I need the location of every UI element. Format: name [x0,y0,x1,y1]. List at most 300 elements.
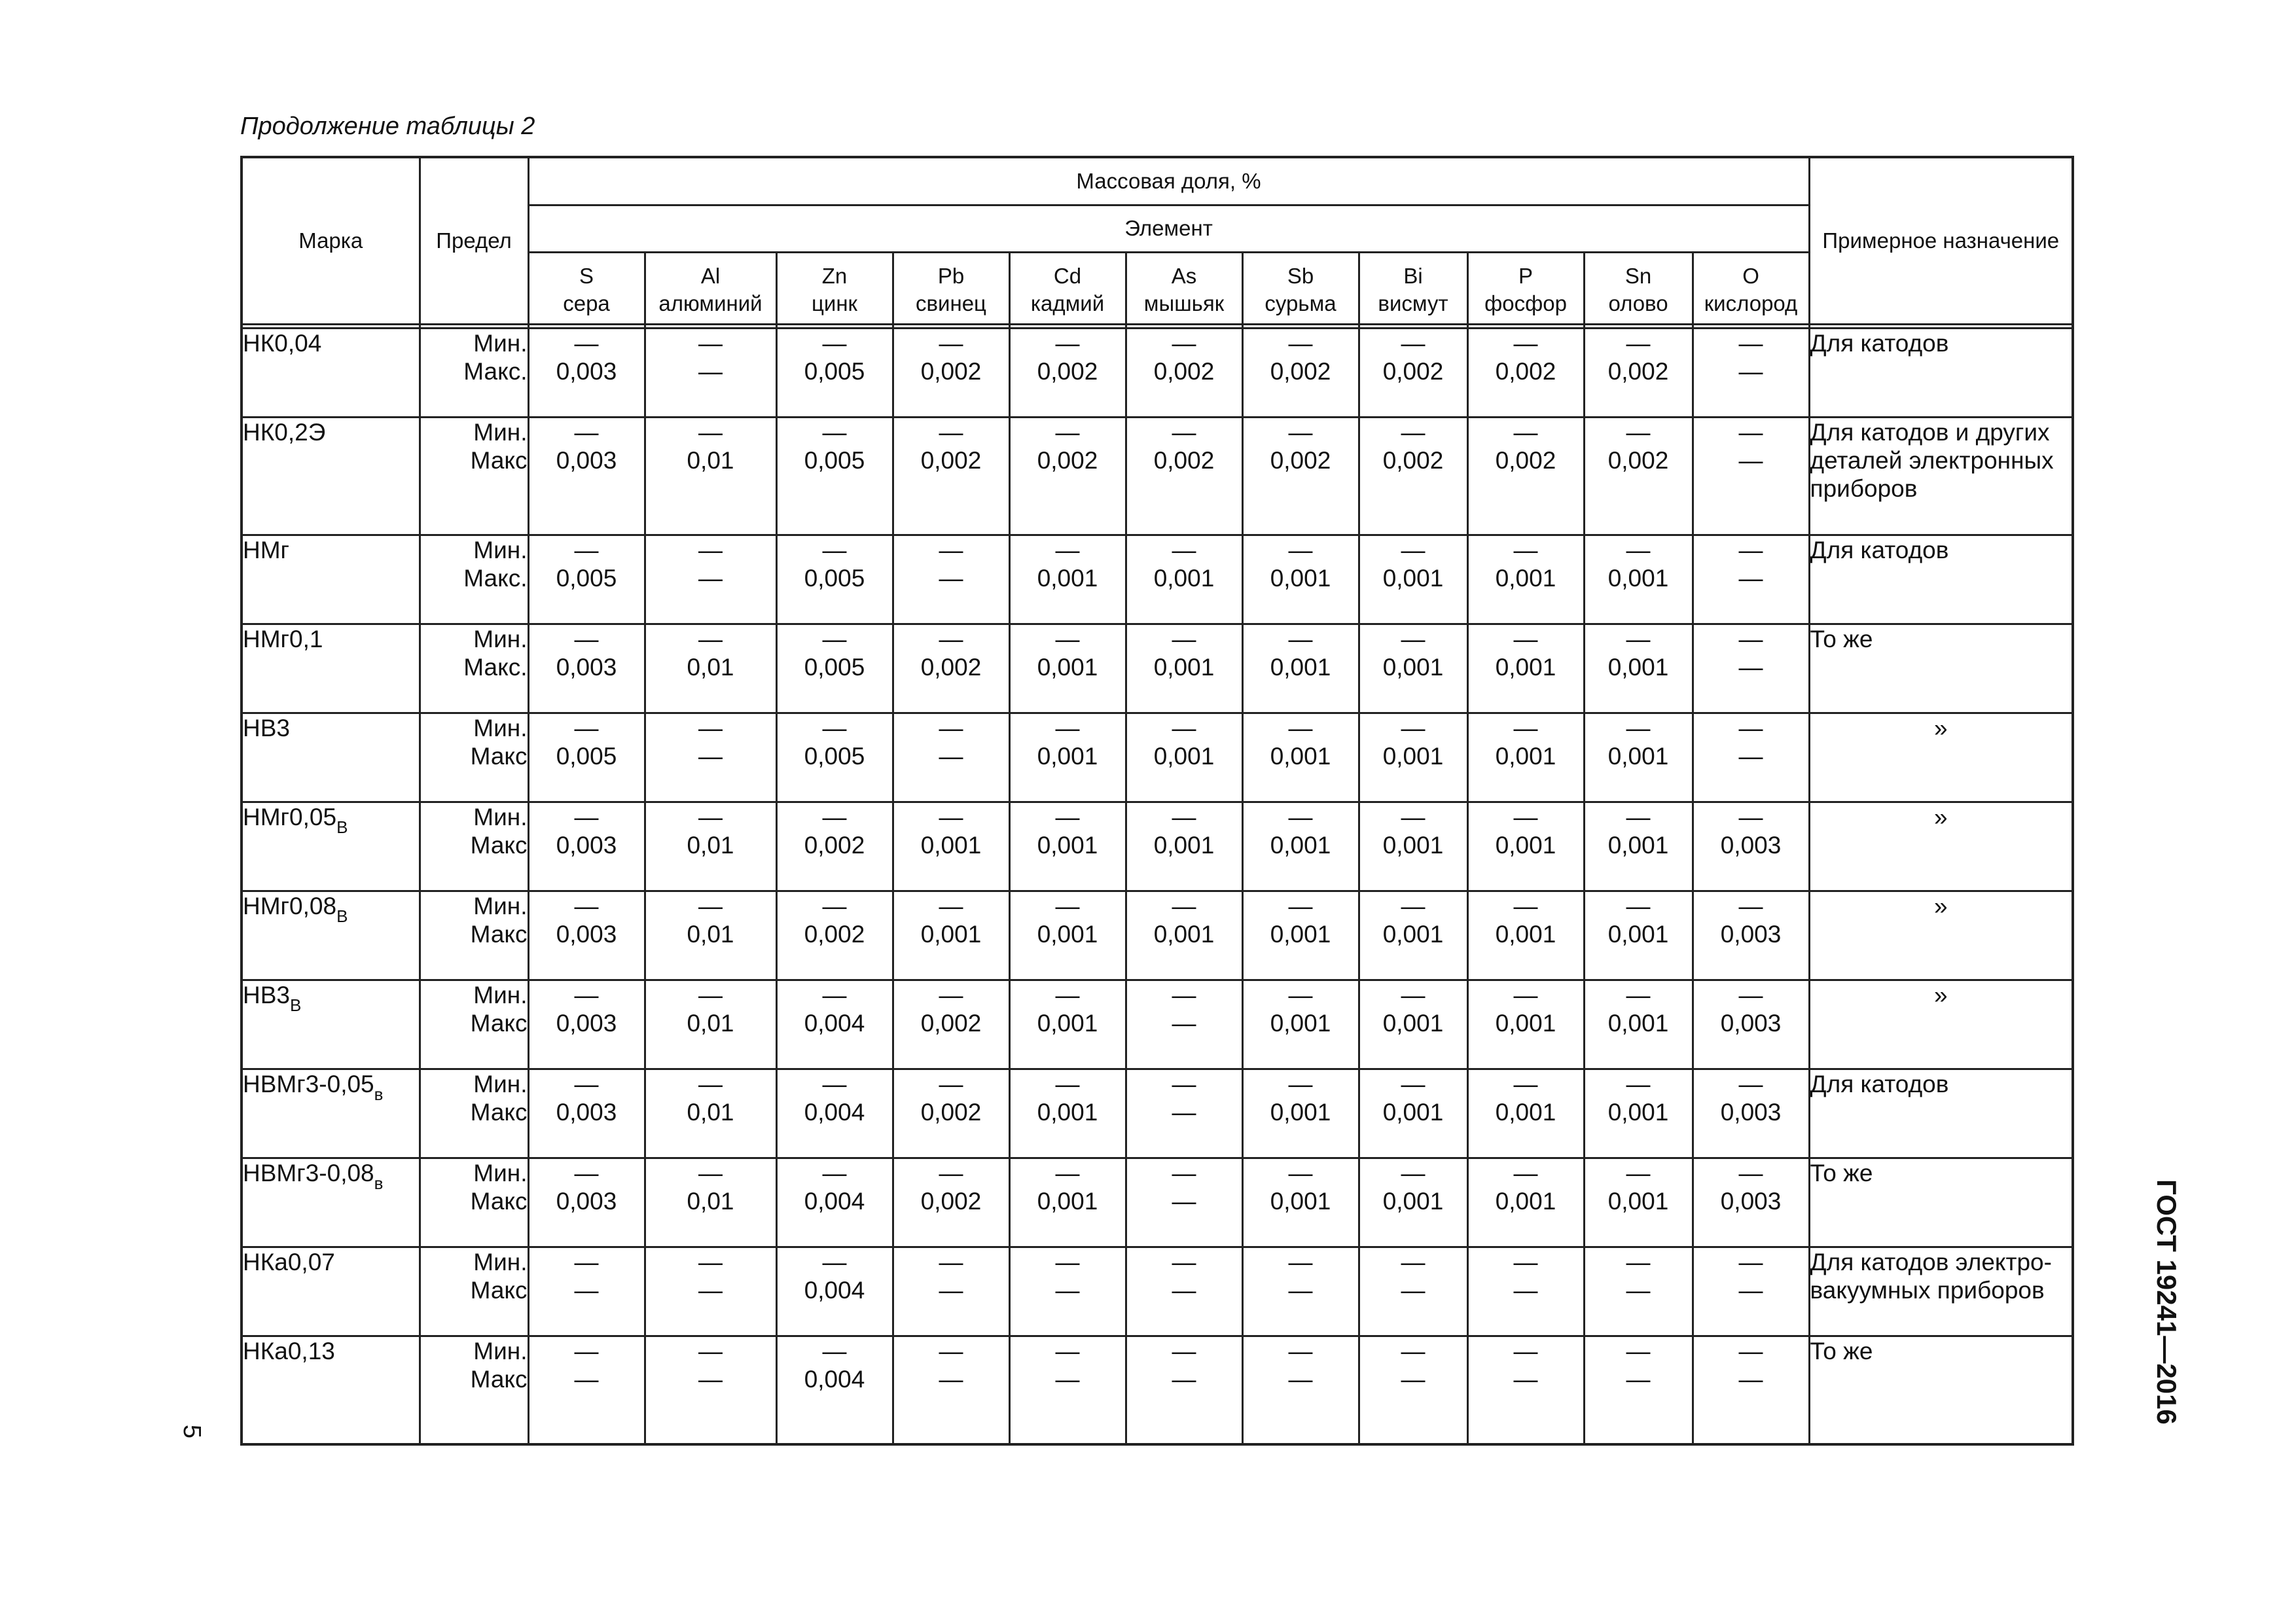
min-value: — [1055,1248,1080,1275]
element-symbol: Pb [937,264,965,288]
max-value: 0,001 [1382,831,1444,859]
max-value: 0,003 [556,1187,617,1215]
limit-min-label: Мин. [473,981,528,1008]
value-cell-s [528,1069,645,1158]
max-value: — [1172,1098,1196,1126]
value-cell-sn [1584,891,1693,980]
value-cell-bi [1359,980,1467,1069]
min-value: — [1055,892,1080,919]
max-value: 0,003 [1720,1098,1782,1126]
header-element-10 [1693,252,1809,324]
min-value: — [698,981,723,1008]
min-value: — [939,329,963,357]
max-value: 0,003 [556,446,617,474]
limit-cell [420,624,528,713]
max-value: 0,001 [920,831,982,859]
value-cell-pb [893,328,1009,417]
value-cell-pb [893,802,1009,891]
grade-cell [242,980,420,1069]
max-value: 0,002 [1270,446,1331,474]
max-value: — [1738,564,1763,592]
max-value: 0,002 [1495,357,1556,385]
min-value: — [1738,418,1763,446]
header-element-2 [776,252,893,324]
table-row [242,1247,2073,1336]
limit-cell [420,1069,528,1158]
max-value: 0,002 [920,653,982,681]
min-value: — [822,981,847,1008]
limit-max-label: Макс [470,1276,528,1304]
min-value: — [1401,892,1426,919]
min-value: — [1401,536,1426,563]
header-element-3 [893,252,1009,324]
value-cell-bi [1359,1247,1467,1336]
value-cell-sb [1242,802,1359,891]
min-value: — [1738,1337,1763,1364]
min-value: — [1172,329,1196,357]
value-cell-zn [776,1069,893,1158]
header-mass-fraction: Массовая доля, % [528,157,1809,205]
value-cell-zn [776,713,893,802]
min-value: — [698,803,723,830]
limit-max-label: Макс [470,1365,528,1393]
limit-min-label: Мин. [473,803,528,830]
max-value: 0,002 [920,357,982,385]
value-cell-pb [893,1336,1009,1444]
element-symbol: Sb [1287,264,1314,288]
min-value: — [1513,536,1538,563]
min-value: — [1172,1337,1196,1364]
min-value: — [1738,536,1763,563]
value-cell-as [1126,802,1242,891]
value-cell-o [1693,802,1809,891]
value-cell-cd [1009,1069,1126,1158]
max-value: 0,005 [804,653,865,681]
value-cell-al [645,417,776,535]
value-cell-cd [1009,535,1126,624]
min-value: — [1626,1159,1651,1186]
min-value: — [698,1337,723,1364]
value-cell-bi [1359,328,1467,417]
value-cell-o [1693,1247,1809,1336]
table-row [242,891,2073,980]
limit-max-label: Макс [470,446,528,474]
limit-max-label: Макс [470,1187,528,1215]
max-value: — [1738,1365,1763,1393]
value-cell-s [528,328,645,417]
min-value: — [1055,418,1080,446]
max-value: — [1738,742,1763,770]
min-value: — [574,625,599,652]
max-value: — [698,1276,723,1304]
max-value: 0,001 [1495,653,1556,681]
value-cell-s [528,417,645,535]
max-value: — [1738,446,1763,474]
value-cell-o [1693,328,1809,417]
min-value: — [1055,1070,1080,1097]
value-cell-as [1126,1158,1242,1247]
header-element-4 [1009,252,1126,324]
value-cell-as [1126,328,1242,417]
max-value: 0,001 [1607,1009,1669,1037]
max-value: — [1288,1276,1313,1304]
max-value: — [1626,1276,1651,1304]
limit-cell [420,328,528,417]
max-value: 0,001 [1153,831,1215,859]
value-cell-p [1467,535,1584,624]
min-value: — [574,892,599,919]
value-cell-sn [1584,1158,1693,1247]
min-value: — [1401,1248,1426,1275]
page-number: 5 [178,1424,206,1439]
value-cell-cd [1009,980,1126,1069]
value-cell-p [1467,980,1584,1069]
min-value: — [1513,1159,1538,1186]
min-value: — [698,1070,723,1097]
max-value: 0,001 [1495,831,1556,859]
limit-min-label: Мин. [473,714,528,741]
max-value: 0,002 [804,920,865,948]
value-cell-al [645,328,776,417]
min-value: — [574,981,599,1008]
value-cell-s [528,535,645,624]
min-value: — [1055,1337,1080,1364]
max-value: — [1288,1365,1313,1393]
min-value: — [1172,1159,1196,1186]
value-cell-s [528,624,645,713]
min-value: — [1401,1337,1426,1364]
min-value: — [1055,714,1080,741]
max-value: 0,001 [1382,564,1444,592]
limit-cell [420,891,528,980]
max-value: 0,001 [1382,920,1444,948]
min-value: — [1172,1070,1196,1097]
purpose-cell: То же [1809,1336,2073,1444]
min-value: — [698,1159,723,1186]
value-cell-as [1126,980,1242,1069]
max-value: — [1513,1276,1538,1304]
element-symbol: P [1518,264,1533,288]
purpose-cell: » [1809,802,2073,891]
table-caption: Продолжение таблицы 2 [240,113,535,140]
max-value: 0,001 [1607,564,1669,592]
min-value: — [1513,1337,1538,1364]
value-cell-cd [1009,624,1126,713]
value-cell-al [645,535,776,624]
value-cell-p [1467,802,1584,891]
max-value: 0,01 [687,1098,734,1126]
max-value: 0,002 [920,1098,982,1126]
max-value: 0,004 [804,1365,865,1393]
max-value: 0,002 [920,1187,982,1215]
min-value: — [1626,1070,1651,1097]
element-name: алюминий [658,291,762,315]
max-value: 0,01 [687,1187,734,1215]
max-value: 0,003 [556,653,617,681]
element-symbol: Zn [821,264,848,288]
value-cell-cd [1009,328,1126,417]
limit-cell [420,980,528,1069]
max-value: — [1055,1365,1080,1393]
max-value: 0,001 [1382,1098,1444,1126]
min-value: — [1738,714,1763,741]
value-cell-al [645,980,776,1069]
min-value: — [939,625,963,652]
grade-subscript: В [336,906,348,926]
value-cell-p [1467,1069,1584,1158]
min-value: — [1626,329,1651,357]
value-cell-as [1126,713,1242,802]
limit-max-label: Макс [470,742,528,770]
element-symbol: O [1742,264,1759,288]
grade-text: НКа0,07 [243,1248,335,1275]
element-name: сурьма [1265,291,1336,315]
value-cell-pb [893,1069,1009,1158]
max-value: — [1401,1365,1426,1393]
min-value: — [1172,892,1196,919]
min-value: — [822,892,847,919]
limit-min-label: Мин. [473,892,528,919]
element-symbol: As [1171,264,1197,288]
max-value: 0,01 [687,1009,734,1037]
value-cell-zn [776,1158,893,1247]
min-value: — [574,536,599,563]
value-cell-s [528,1158,645,1247]
element-name: цинк [812,291,857,315]
purpose-cell: Для катодов [1809,535,2073,624]
value-cell-sb [1242,891,1359,980]
min-value: — [1513,1248,1538,1275]
min-value: — [698,536,723,563]
purpose-cell: Для катодов [1809,328,2073,417]
value-cell-sn [1584,713,1693,802]
element-name: олово [1608,291,1668,315]
max-value: 0,001 [1382,1187,1444,1215]
max-value: 0,003 [556,357,617,385]
limit-min-label: Мин. [473,1159,528,1186]
value-cell-cd [1009,417,1126,535]
value-cell-o [1693,535,1809,624]
value-cell-s [528,1247,645,1336]
min-value: — [822,1070,847,1097]
value-cell-zn [776,1247,893,1336]
min-value: — [1055,625,1080,652]
value-cell-p [1467,1158,1584,1247]
table-row [242,1158,2073,1247]
grade-text: НМг0,08 [243,892,337,919]
max-value: — [698,742,723,770]
min-value: — [574,803,599,830]
table-row [242,713,2073,802]
min-value: — [1513,625,1538,652]
value-cell-sb [1242,624,1359,713]
max-value: 0,005 [804,742,865,770]
min-value: — [1288,329,1313,357]
min-value: — [1288,1248,1313,1275]
max-value: 0,001 [1495,1098,1556,1126]
max-value: — [1738,1276,1763,1304]
max-value: — [1172,1276,1196,1304]
min-value: — [698,892,723,919]
min-value: — [1288,625,1313,652]
grade-text: НВМг3-0,05 [243,1070,374,1097]
value-cell-o [1693,1336,1809,1444]
grade-cell [242,417,420,535]
value-cell-p [1467,891,1584,980]
header-element-0 [528,252,645,324]
value-cell-p [1467,1336,1584,1444]
value-cell-bi [1359,1336,1467,1444]
grade-subscript: в [374,1084,384,1104]
min-value: — [1513,981,1538,1008]
element-symbol: Bi [1403,264,1423,288]
min-value: — [1513,892,1538,919]
limit-cell [420,1247,528,1336]
min-value: — [822,1337,847,1364]
min-value: — [822,1248,847,1275]
value-cell-sb [1242,1336,1359,1444]
min-value: — [1626,803,1651,830]
value-cell-cd [1009,1247,1126,1336]
limit-max-label: Макс. [463,564,528,592]
element-name: висмут [1378,291,1448,315]
standard-code [2149,1178,2195,1440]
grade-subscript: в [374,1173,384,1193]
value-cell-al [645,802,776,891]
max-value: 0,001 [1382,742,1444,770]
max-value: 0,002 [1153,357,1215,385]
limit-max-label: Макс [470,1009,528,1037]
purpose-cell: Для катодов электро-вакуумных приборов [1809,1247,2073,1336]
value-cell-o [1693,624,1809,713]
grade-text: НВ3 [243,714,290,741]
max-value: — [1172,1365,1196,1393]
value-cell-sn [1584,1247,1693,1336]
grade-cell [242,802,420,891]
value-cell-p [1467,713,1584,802]
max-value: 0,001 [1153,742,1215,770]
min-value: — [1513,714,1538,741]
value-cell-o [1693,417,1809,535]
value-cell-pb [893,535,1009,624]
purpose-cell: То же [1809,1158,2073,1247]
limit-min-label: Мин. [473,625,528,652]
grade-text: НМг [243,536,290,563]
value-cell-p [1467,624,1584,713]
max-value: 0,004 [804,1098,865,1126]
max-value: 0,005 [804,446,865,474]
value-cell-al [645,1069,776,1158]
min-value: — [1401,981,1426,1008]
value-cell-s [528,1336,645,1444]
max-value: — [939,564,963,592]
min-value: — [939,536,963,563]
min-value: — [1288,892,1313,919]
value-cell-sb [1242,417,1359,535]
min-value: — [1626,418,1651,446]
max-value: — [698,357,723,385]
max-value: 0,005 [556,564,617,592]
value-cell-as [1126,417,1242,535]
max-value: 0,003 [1720,920,1782,948]
min-value: — [1401,625,1426,652]
value-cell-p [1467,328,1584,417]
max-value: — [698,1365,723,1393]
min-value: — [1288,418,1313,446]
min-value: — [1738,803,1763,830]
max-value: 0,002 [1037,357,1098,385]
min-value: — [939,714,963,741]
max-value: 0,002 [1270,357,1331,385]
limit-cell [420,535,528,624]
limit-max-label: Макс [470,920,528,948]
value-cell-o [1693,980,1809,1069]
max-value: 0,002 [1382,446,1444,474]
value-cell-sb [1242,980,1359,1069]
max-value: — [574,1365,599,1393]
min-value: — [1172,803,1196,830]
value-cell-s [528,713,645,802]
max-value: 0,003 [556,1009,617,1037]
min-value: — [1738,1070,1763,1097]
value-cell-al [645,1336,776,1444]
min-value: — [1513,803,1538,830]
min-value: — [574,1070,599,1097]
max-value: 0,001 [1153,653,1215,681]
min-value: — [1288,536,1313,563]
grade-cell [242,1158,420,1247]
max-value: — [1172,1009,1196,1037]
min-value: — [698,329,723,357]
purpose-cell: » [1809,980,2073,1069]
table-row [242,980,2073,1069]
grade-text: НК0,2Э [243,418,326,446]
max-value: 0,001 [1037,742,1098,770]
max-value: 0,005 [804,564,865,592]
min-value: — [1172,1248,1196,1275]
min-value: — [1172,714,1196,741]
grade-cell [242,535,420,624]
min-value: — [822,329,847,357]
value-cell-pb [893,624,1009,713]
value-cell-sb [1242,1247,1359,1336]
min-value: — [939,803,963,830]
max-value: 0,003 [556,1098,617,1126]
value-cell-cd [1009,802,1126,891]
header-element-6 [1242,252,1359,324]
min-value: — [1288,981,1313,1008]
min-value: — [698,1248,723,1275]
max-value: 0,003 [556,920,617,948]
max-value: 0,003 [556,831,617,859]
limit-min-label: Мин. [473,1070,528,1097]
table-row [242,1069,2073,1158]
value-cell-o [1693,713,1809,802]
element-name: мышьяк [1143,291,1225,315]
value-cell-bi [1359,713,1467,802]
element-name: кадмий [1030,291,1105,315]
grade-text: НМг0,05 [243,803,337,830]
table-row [242,1336,2073,1444]
max-value: 0,001 [1607,831,1669,859]
max-value: — [939,742,963,770]
min-value: — [1738,1159,1763,1186]
grade-cell [242,1069,420,1158]
min-value: — [822,418,847,446]
min-value: — [1513,329,1538,357]
element-symbol: Cd [1053,264,1082,288]
limit-min-label: Мин. [473,418,528,446]
